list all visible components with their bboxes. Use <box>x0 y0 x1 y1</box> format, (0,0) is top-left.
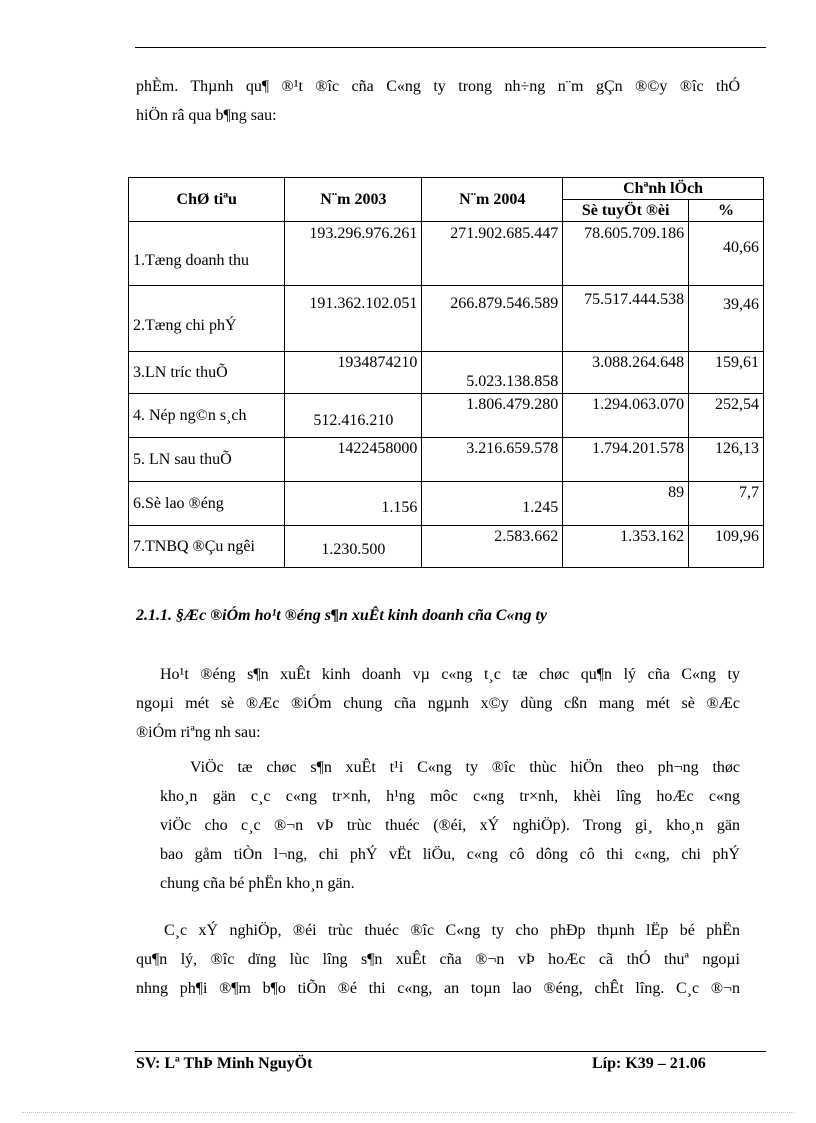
footer-class: Líp: K39 – 21.06 <box>592 1055 706 1072</box>
cell-percent: 7,7 <box>689 482 764 526</box>
cell-2003: 512.416.210 <box>285 394 422 438</box>
text-line: phÈm. Thµnh qu¶ ®¹t ®îc cña C«ng ty trong nh÷ng n¨m gÇn ®©y ®îc thÓ <box>136 78 740 95</box>
text-line: kho¸n gän c¸c c«ng tr×nh, h¹ng môc c«ng tr×nh, khèi lîng hoÆc c«ng <box>160 788 740 805</box>
header-indicator: ChØ tiªu <box>129 178 285 222</box>
cell-percent: 39,46 <box>689 286 764 352</box>
cell-2003: 1422458000 <box>285 438 422 482</box>
text-line: chung cña bé phËn kho¸n gän. <box>160 875 355 892</box>
text-line: bao gåm tiÒn l¬ng, chi phÝ vËt liÖu, c«ng cô dông cô thi c«ng, chi phÝ <box>160 846 740 863</box>
cell-absolute: 1.294.063.070 <box>563 394 689 438</box>
cell-indicator: 2.Tæng chi phÝ <box>129 286 285 352</box>
table-row <box>129 222 764 286</box>
page-boundary <box>22 1112 794 1113</box>
cell-absolute: 89 <box>563 482 689 526</box>
cell-2003: 193.296.976.261 <box>285 222 422 286</box>
cell-percent: 109,96 <box>689 526 764 568</box>
paragraph-production <box>160 753 740 898</box>
header-rule <box>135 47 766 48</box>
cell-absolute: 75.517.444.538 <box>563 286 689 352</box>
cell-2003: 1.156 <box>285 482 422 526</box>
text-line: nhng ph¶i ®¶m b¶o tiÕn ®é thi c«ng, an toµn lao ®éng, chÊt lîng. C¸c ®¬n <box>136 980 740 997</box>
text-line: Ho¹t ®éng s¶n xuÊt kinh doanh vµ c«ng t¸c tæ chøc qu¶n lý cña C«ng ty <box>160 666 740 683</box>
cell-indicator: 5. LN sau thuÕ <box>129 438 285 482</box>
cell-percent: 159,61 <box>689 352 764 394</box>
cell-indicator: 1.Tæng doanh thu <box>129 222 285 286</box>
header-absolute: Sè tuyÖt ®èi <box>563 200 689 222</box>
section-heading: 2.1.1. §Æc ®iÓm ho¹t ®éng s¶n xuÊt kinh doanh cña C«ng ty <box>136 607 547 624</box>
text-line: ngoµi mét sè ®Æc ®iÓm chung cña ngµnh x©y dùng cßn mang mét sè ®Æc <box>136 695 740 712</box>
text-line: hiÖn râ qua b¶ng sau: <box>136 107 277 124</box>
footer-rule <box>135 1051 766 1052</box>
intro-paragraph <box>136 72 740 130</box>
text-line: ViÖc tæ chøc s¶n xuÊt t¹i C«ng ty ®îc thùc hiÖn theo ph¬ng thøc <box>190 759 740 776</box>
cell-indicator: 4. Nép ng©n s¸ch <box>129 394 285 438</box>
cell-absolute: 3.088.264.648 <box>563 352 689 394</box>
cell-percent: 126,13 <box>689 438 764 482</box>
header-percent: % <box>689 200 764 222</box>
table-header-row <box>129 178 764 200</box>
cell-2003: 191.362.102.051 <box>285 286 422 352</box>
cell-2004: 3.216.659.578 <box>422 438 563 482</box>
cell-indicator: 6.Sè lao ®éng <box>129 482 285 526</box>
cell-percent: 252,54 <box>689 394 764 438</box>
results-table <box>128 177 764 568</box>
cell-2004: 1.806.479.280 <box>422 394 563 438</box>
cell-2004: 5.023.138.858 <box>422 352 563 394</box>
cell-2004: 271.902.685.447 <box>422 222 563 286</box>
cell-absolute: 78.605.709.186 <box>563 222 689 286</box>
cell-2003: 1.230.500 <box>285 526 422 568</box>
table-row <box>129 526 764 568</box>
table-row <box>129 482 764 526</box>
text-line: viÖc cho c¸c ®¬n vÞ trùc thuéc (®éi, xÝ nghiÖp). Trong gi¸ kho¸n gän <box>160 817 740 834</box>
table-row <box>129 286 764 352</box>
text-line: ®iÓm riªng nh sau: <box>136 724 261 741</box>
header-year-2004: N¨m 2004 <box>422 178 563 222</box>
cell-absolute: 1.353.162 <box>563 526 689 568</box>
table-row <box>129 394 764 438</box>
cell-absolute: 1.794.201.578 <box>563 438 689 482</box>
paragraph-units <box>136 916 740 1003</box>
cell-percent: 40,66 <box>689 222 764 286</box>
cell-2004: 2.583.662 <box>422 526 563 568</box>
cell-indicator: 3.LN tríc thuÕ <box>129 352 285 394</box>
paragraph-overview <box>136 660 740 747</box>
cell-2004: 1.245 <box>422 482 563 526</box>
footer-student: SV: Lª ThÞ Minh NguyÖt <box>136 1055 313 1072</box>
cell-indicator: 7.TNBQ ®Çu ngêi <box>129 526 285 568</box>
cell-2004: 266.879.546.589 <box>422 286 563 352</box>
table-row <box>129 352 764 394</box>
header-difference: Chªnh lÖch <box>563 178 764 200</box>
text-line: qu¶n lý, ®îc dïng lùc lîng s¶n xuÊt cña ®¬n vÞ hoÆc cã thÓ thuª ngoµi <box>136 951 740 968</box>
table-row <box>129 438 764 482</box>
text-line: C¸c xÝ nghiÖp, ®éi trùc thuéc ®îc C«ng ty cho phÐp thµnh lËp bé phËn <box>164 922 740 939</box>
header-year-2003: N¨m 2003 <box>285 178 422 222</box>
cell-2003: 1934874210 <box>285 352 422 394</box>
